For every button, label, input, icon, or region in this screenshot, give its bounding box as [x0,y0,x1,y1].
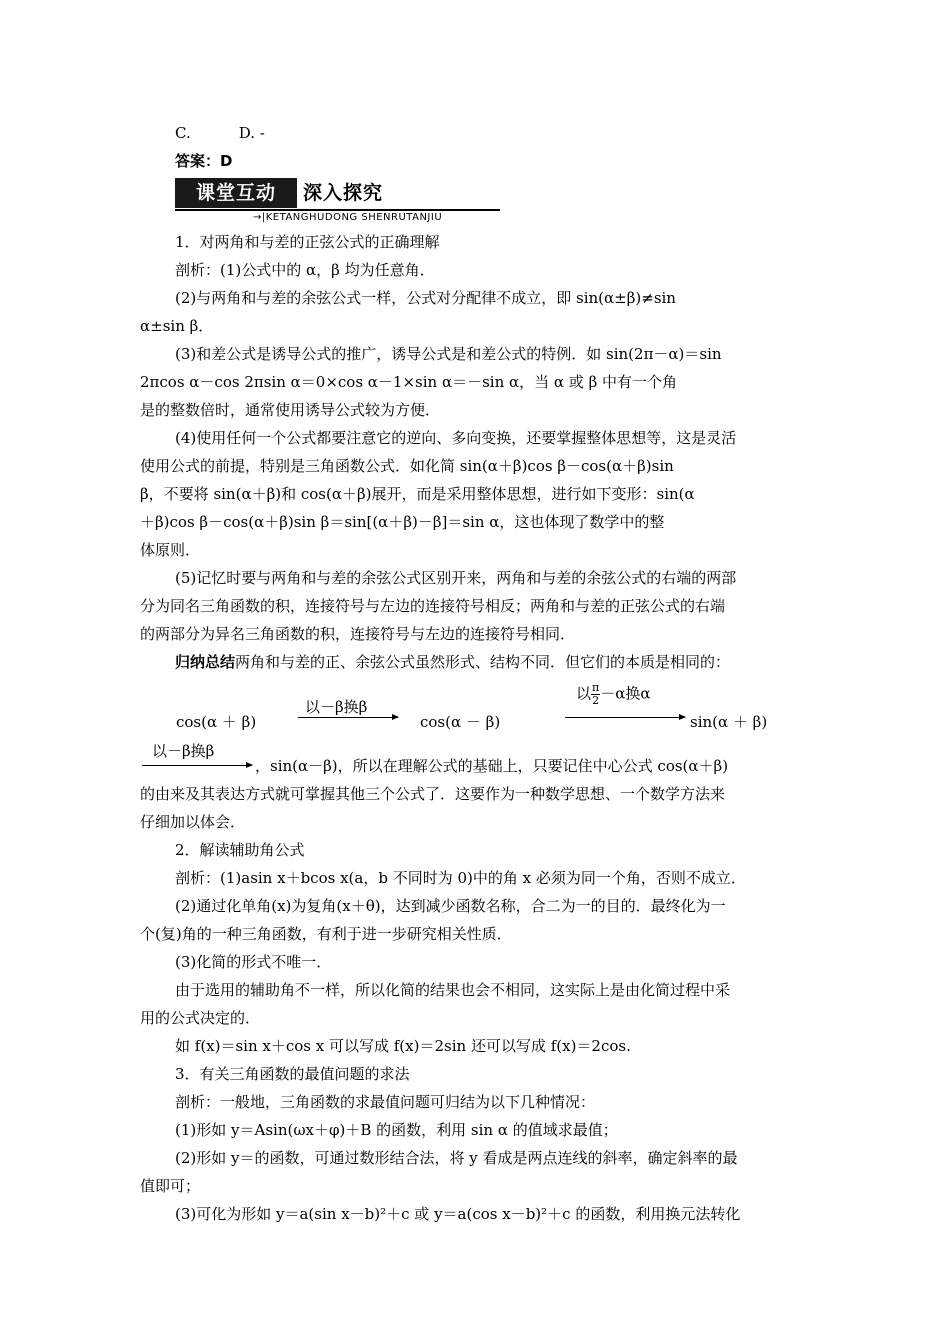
paragraph-line: 使用公式的前提，特别是三角函数公式．如化简 sin(α＋β)cos β－cos(α＋β)sin [140,457,674,475]
paragraph-line: 分为同名三角函数的积，连接符号与左边的连接符号相反；两角和与差的正弦公式的右端 [140,597,726,615]
paragraph-line: (3)可化为形如 y＝a(sin x－b)²＋c 或 y＝a(cos x－b)²＋c 的函数，利用换元法转化 [175,1205,741,1223]
paragraph-line: 由于选用的辅助角不一样，所以化简的结果也会不相同，这实际上是由化简过程中采 [175,981,731,999]
heading-2: 2．解读辅助角公式 [175,841,305,859]
paragraph-line: 值即可； [140,1177,201,1195]
paragraph-line: 如 f(x)＝sin x＋cos x 可以写成 f(x)＝2sin 还可以写成 f(x)＝2cos. [175,1037,631,1055]
paragraph-line: 剖析：(1)asin x＋bcos x(a，b 不同时为 0)中的角 x 必须为同一个角，否则不成立． [175,869,746,887]
paragraph-line: 的由来及其表达方式就可掌握其他三个公式了．这要作为一种数学思想、一个数学方法来 [140,785,726,803]
option-d: D. - [238,124,265,142]
paragraph-line: 的两部分为异名三角函数的积，连接符号与左边的连接符号相同． [140,625,576,643]
option-c: C. D. - [175,124,265,142]
paragraph-line: α±sin β． [140,317,214,335]
paragraph-line: 剖析：一般地，三角函数的求最值问题可归结为以下几种情况： [175,1093,596,1111]
paragraph-line: 是的整数倍时，通常使用诱导公式较为方便． [140,401,441,419]
banner-subtitle: →|KETANGHUDONG SHENRUTANJIU [253,212,443,223]
paragraph-line: ＋β)cos β－cos(α＋β)sin β＝sin[(α＋β)－β]＝sin α，这也体现了数学中的整 [140,513,665,531]
paragraph-line: (5)记忆时要与两角和与差的余弦公式区别开来，两角和与差的余弦公式的右端的两部 [175,569,737,587]
chain-expr-3: sin(α ＋ β) [690,713,768,731]
banner-box-title: 课堂互动 [175,178,297,208]
summary-label: 归纳总结 [175,653,236,671]
arrow-icon: →| [253,212,266,223]
chain-expr-2: cos(α － β) [420,713,501,731]
chain-expr-1: cos(α ＋ β) [176,713,257,731]
chain-arrow-1 [298,717,398,718]
paragraph-line: 用的公式决定的． [140,1009,261,1027]
paragraph-line: 剖析：(1)公式中的 α，β 均为任意角． [175,261,435,279]
section-banner [175,178,505,228]
paragraph-line: 个(复)角的一种三角函数，有利于进一步研究相关性质． [140,925,512,943]
paragraph-line: (4)使用任何一个公式都要注意它的逆向、多向变换，还要掌握整体思想等，这是灵活 [175,429,737,447]
paragraph-line: 仔细加以体会． [140,813,246,831]
paragraph-line: (3)化简的形式不唯一． [175,953,332,971]
summary-text: 两角和与差的正、余弦公式虽然形式、结构不同．但它们的本质是相同的： [235,653,731,671]
chain-arrow-2-label: 以 $\frac{\pi}{2}$ －α换α [576,681,651,707]
answer: 答案：D [175,152,233,170]
paragraph-line: (2)形如 y＝的函数，可通过数形结合法，将 y 看成是两点连线的斜率，确定斜率的最 [175,1149,738,1167]
paragraph-line: β，不要将 sin(α＋β)和 cos(α＋β)展开，而是采用整体思想，进行如下变形：sin(α [140,485,695,503]
paragraph-line: (2)与两角和与差的余弦公式一样，公式对分配律不成立，即 sin(α±β)≠sin [175,289,676,307]
chain-arrow-2 [565,717,685,718]
paragraph-line: (3)和差公式是诱导公式的推广，诱导公式是和差公式的特例．如 sin(2π－α)＝sin [175,345,722,363]
paragraph-line: (2)通过化单角(x)为复角(x＋θ)，达到减少函数名称，合二为一的目的．最终化为一 [175,897,726,915]
paragraph-line: 2πcos α－cos 2πsin α＝0×cos α－1×sin α＝－sin α，当 α 或 β 中有一个角 [140,373,678,391]
chain-tail: ，sin(α－β)，所以在理解公式的基础上，只要记住中心公式 cos(α＋β) [255,757,729,775]
banner-title: 深入探究 [303,182,384,204]
heading-3: 3．有关三角函数的最值问题的求法 [175,1065,410,1083]
paragraph-line: (1)形如 y＝Asin(ωx＋φ)＋B 的函数，利用 sin α 的值域求最值； [175,1121,618,1139]
chain-arrow-3 [142,765,252,766]
chain-arrow-3-label: 以－β换β [152,742,215,760]
heading-1: 1．对两角和与差的正弦公式的正确理解 [175,233,440,251]
pi-over-2-fraction: $\frac{\pi}{2}$ [592,681,600,707]
chain-arrow-1-label: 以－β换β [305,698,368,716]
summary [175,652,845,672]
paragraph-line: 体原则． [140,541,201,559]
